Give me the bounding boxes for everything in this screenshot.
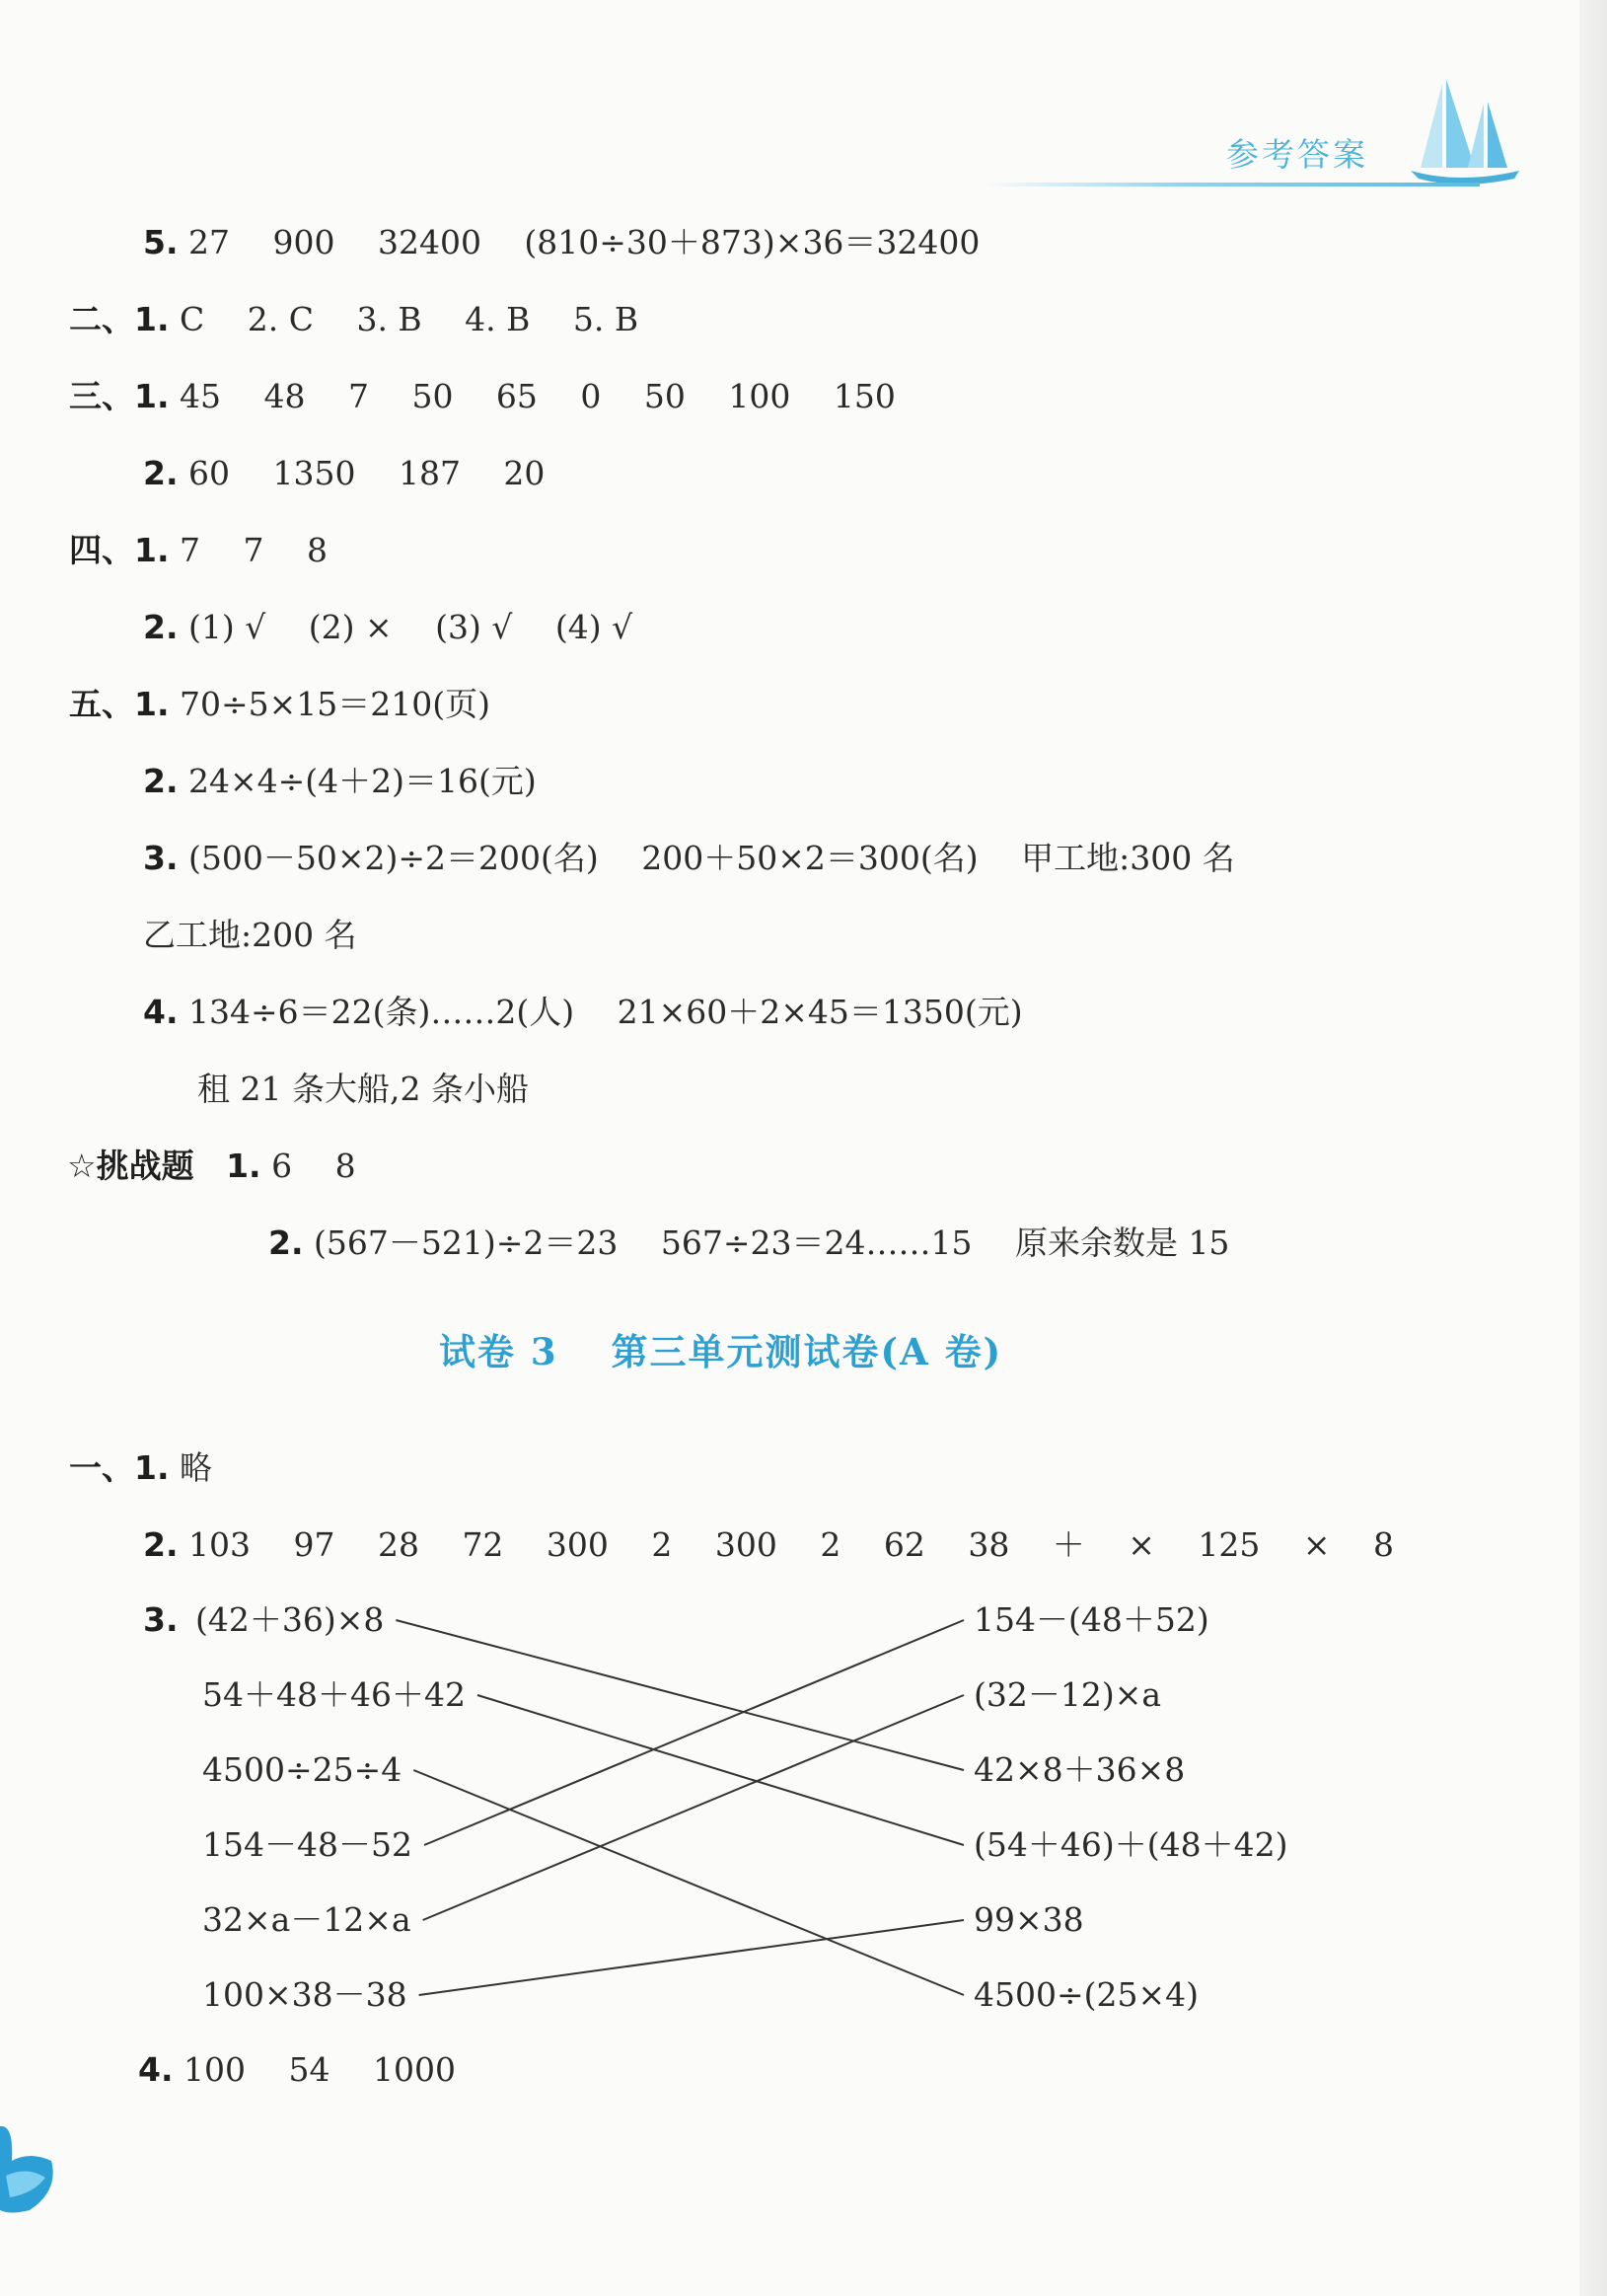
- match-left-item: 154－48－52: [202, 1825, 412, 1864]
- question-number: 1.: [226, 1147, 261, 1185]
- question-number: 2.: [143, 454, 179, 492]
- connector-line: [419, 1920, 964, 1995]
- answer-text: 70÷5×15＝210(页): [180, 685, 491, 723]
- answer-text: (1) √ (2) × (3) √ (4) √: [188, 608, 633, 646]
- answer-text: C 2. C 3. B 4. B 5. B: [180, 300, 639, 338]
- question-number: 1.: [134, 1448, 170, 1487]
- answer-text: 60 1350 187 20: [188, 454, 546, 492]
- answer-text: 103 97 28 72 300 2 300 2 62 38 ＋ × 125 × 8: [188, 1525, 1395, 1564]
- question-number: 4.: [143, 993, 179, 1031]
- section-label: 三、: [69, 377, 134, 415]
- answer-text: 7 7 8: [180, 531, 328, 569]
- connector-line: [424, 1620, 964, 1845]
- match-left-item: 100×38－38: [202, 1975, 407, 2014]
- section-label: 四、: [69, 531, 134, 569]
- match-left-item: 32×a－12×a: [202, 1900, 411, 1939]
- match-left-item: 54＋48＋46＋42: [202, 1675, 466, 1714]
- question-number: 3.: [143, 839, 179, 877]
- match-right-item: 99×38: [974, 1900, 1084, 1939]
- answer-text: (500－50×2)÷2＝200(名) 200＋50×2＝300(名) 甲工地:300 名: [188, 839, 1235, 877]
- question-number: 1.: [134, 531, 170, 569]
- connector-line: [396, 1620, 964, 1770]
- match-right-item: 42×8＋36×8: [974, 1750, 1186, 1789]
- section-label: ☆挑战题: [67, 1147, 194, 1185]
- question-number: 4.: [138, 2050, 174, 2089]
- header-label: 参考答案: [1226, 135, 1368, 174]
- question-number: 2.: [143, 1525, 179, 1564]
- question-number: 2.: [268, 1223, 304, 1262]
- answer-text: 乙工地:200 名: [143, 916, 357, 954]
- answer-line: [138, 2050, 456, 2090]
- match-left-item: 4500÷25÷4: [202, 1750, 402, 1789]
- question-number: 3.: [143, 1600, 179, 1639]
- answer-text: 45 48 7 50 65 0 50 100 150: [180, 377, 896, 415]
- question-number: 1.: [134, 300, 170, 338]
- answer-text: 6 8: [271, 1147, 356, 1185]
- match-right-item: (32－12)×a: [974, 1675, 1162, 1714]
- answer-text: 100 54 1000: [183, 2050, 456, 2089]
- match-right-item: (54＋46)＋(48＋42): [974, 1825, 1288, 1864]
- connector-line: [477, 1695, 964, 1845]
- section-label: 二、: [69, 300, 134, 338]
- answer-text: (567－521)÷2＝23 567÷23＝24……15 原来余数是 15: [314, 1223, 1230, 1262]
- answer-text: 租 21 条大船,2 条小船: [197, 1070, 529, 1108]
- section-label: 一、: [69, 1448, 134, 1487]
- question-number: 2.: [143, 608, 179, 646]
- swan-decoration-icon: [0, 2107, 69, 2215]
- answer-text: 134÷6＝22(条)……2(人) 21×60＋2×45＝1350(元): [188, 993, 1023, 1031]
- section-label: 五、: [69, 685, 134, 723]
- question-number: 1.: [134, 377, 170, 415]
- question-number: 1.: [134, 685, 170, 723]
- answer-text: 24×4÷(4＋2)＝16(元): [188, 762, 537, 800]
- match-left-item: (42＋36)×8: [195, 1600, 385, 1639]
- question-number: 5.: [143, 223, 179, 261]
- answer-text: 略: [180, 1448, 212, 1487]
- section-title: 试卷 3 第三单元测试卷(A 卷): [439, 1330, 1003, 1373]
- match-right-item: 154－(48＋52): [974, 1600, 1209, 1639]
- connector-line: [413, 1770, 964, 1995]
- match-right-item: 4500÷(25×4): [974, 1975, 1200, 2014]
- question-number: 2.: [143, 762, 179, 800]
- answer-text: 27 900 32400 (810÷30＋873)×36＝32400: [188, 223, 981, 261]
